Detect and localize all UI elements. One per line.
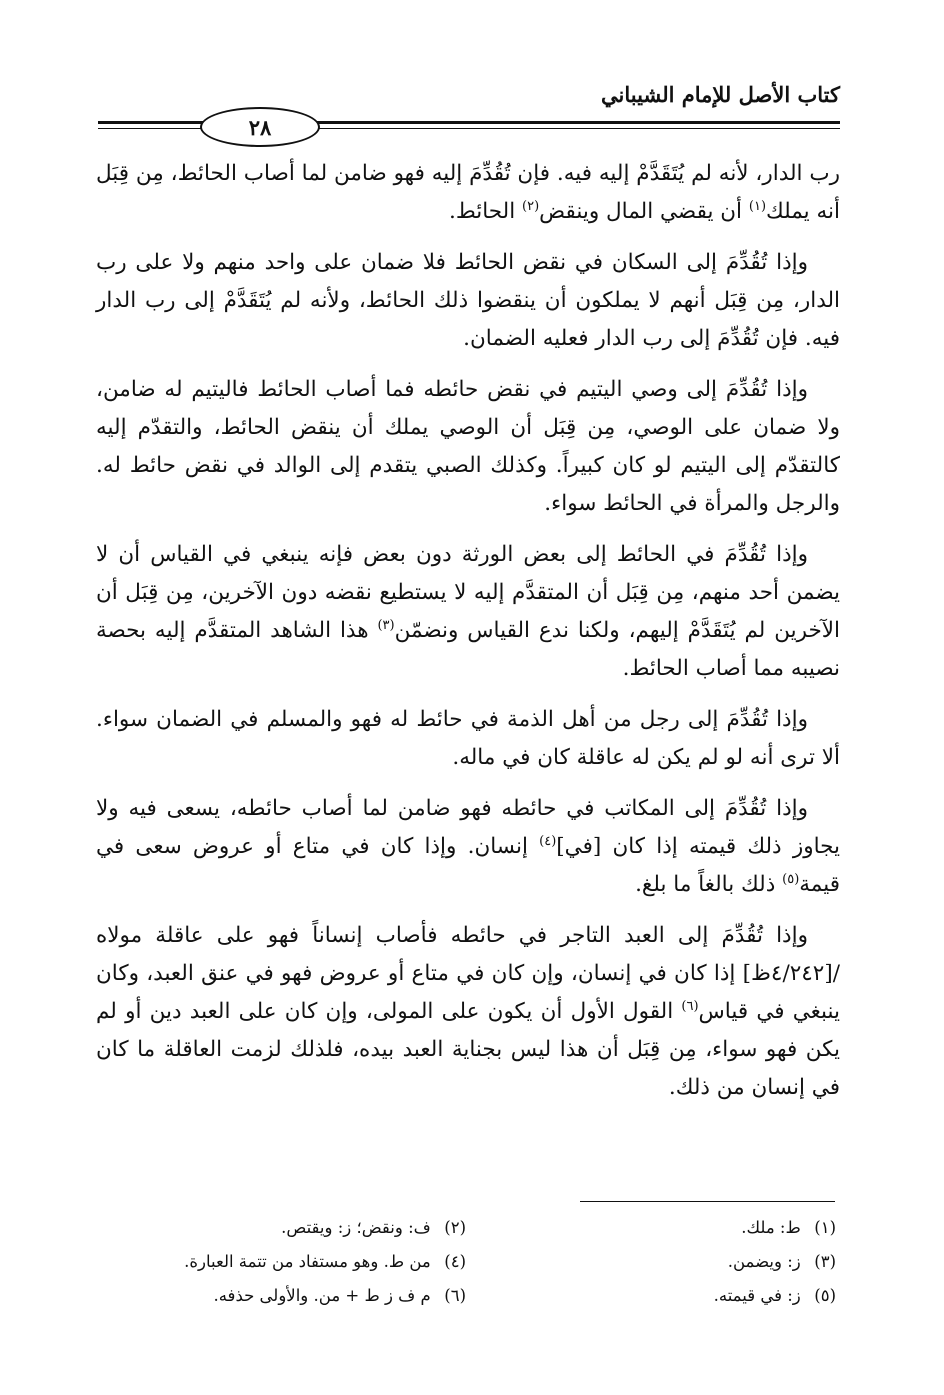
footnote-text: ط: ملك. — [741, 1218, 801, 1237]
paragraph-text: وإذا تُقُدِّمَ إلى وصي اليتيم في نقض حائطه فما أصاب الحائط فاليتيم له ضامن، ولا ضمان على الوصي، مِن قِبَل أن الوصي يملك أن ينقض الحائط، والتقدّم إليه كالتقدّم إلى اليتيم لو كان كبيراً. وكذلك الصبي يتقدم إلى الوالد في نقض حائط له. والرجل والمرأة في الحائط سواء. — [96, 377, 840, 516]
footnote-number: (٤) — [444, 1252, 466, 1271]
paragraph — [96, 790, 840, 904]
paragraph-text: الحائط. — [448, 199, 522, 224]
page-number: ٢٨ — [248, 114, 272, 140]
footnote-number: (٣) — [814, 1252, 836, 1271]
footnote-number: (٦) — [444, 1286, 466, 1305]
footnote — [96, 1214, 466, 1242]
footnote-ref: (٤) — [539, 833, 557, 849]
footnote-text: ز: ويضمن. — [727, 1252, 801, 1271]
footnote — [96, 1248, 466, 1276]
paragraph — [96, 371, 840, 523]
paragraph — [96, 701, 840, 777]
paragraph-text: إنسان. وإذا كان في متاع أو عروض سعى في قيمة — [96, 834, 840, 897]
paragraph-text: وإذا تُقُدِّمَ إلى السكان في نقض الحائط فلا ضمان على واحد منهم ولا على رب الدار، مِن قِبَل أنهم لا يملكون أن ينقضوا ذلك الحائط، ولأنه لم يُتَقَدَّمْ إلى رب الدار فيه. فإن تُقُدِّمَ إلى رب الدار فعليه الضمان. — [96, 250, 840, 351]
footnotes — [96, 1214, 836, 1310]
page-number-badge — [200, 107, 320, 147]
footnote-number: (٥) — [814, 1286, 836, 1305]
paragraph-text: وإذا تُقُدِّمَ في الحائط إلى بعض الورثة دون بعض فإنه ينبغي في القياس أن لا يضمن أحد منهم، مِن قِبَل أن المتقدَّم إليه لا يستطيع نقضه دون الآخرين، مِن قِبَل أن الآخرين لم يُتَقَدَّمْ إليهم، ولكنا ندع القياس ونضمّن — [96, 542, 840, 643]
footnote — [466, 1282, 836, 1310]
paragraph — [96, 917, 840, 1107]
main-text — [96, 155, 840, 1120]
paragraph — [96, 155, 840, 231]
footnote-ref: (٥) — [782, 871, 800, 887]
paragraph-text: وإذا تُقُدِّمَ إلى العبد التاجر في حائطه فأصاب إنساناً فهو على عاقلة مولاه /[٤/٢٤٢ظ] إذا كان في إنسان، وإن كان في متاع أو عروض فهو في عنق العبد، وكان ينبغي في قياس — [96, 923, 840, 1024]
footnote — [466, 1214, 836, 1242]
paragraph — [96, 536, 840, 688]
paragraph-text: ذلك بالغاً ما بلغ. — [635, 872, 783, 897]
footnote-ref: (١) — [748, 198, 767, 214]
book-title: كتاب الأصل للإمام الشيباني — [601, 82, 840, 107]
footnote-number: (٢) — [444, 1218, 466, 1237]
footnote-ref: (٢) — [522, 198, 540, 214]
paragraph-text: القول الأول أن يكون على المولى، وإن كان على العبد دين أو لم يكن فهو سواء، مِن قِبَل أن هذا ليس بجناية العبد بيده، فلذلك لزمت العاقلة ما كان في إنسان من ذلك. — [96, 999, 840, 1100]
paragraph-text: وإذا تُقُدِّمَ إلى المكاتب في حائطه فهو ضامن لما أصاب حائطه، يسعى فيه ولا يجاوز ذلك قيمته إذا كان [في] — [96, 796, 841, 859]
footnote-text: ف: ونقض؛ ز: ويقتص. — [281, 1218, 431, 1237]
paragraph-text: وإذا تُقُدِّمَ إلى رجل من أهل الذمة في حائط له فهو والمسلم في الضمان سواء. ألا ترى أنه لو لم يكن له عاقلة كان في ماله. — [96, 707, 840, 770]
page-header — [98, 62, 840, 152]
footnote-text: من ط. وهو مستفاد من تتمة العبارة. — [184, 1252, 431, 1271]
paragraph-text: أن يقضي المال وينقض — [539, 199, 749, 224]
footnote-number: (١) — [814, 1218, 836, 1237]
footnote — [96, 1282, 466, 1310]
paragraph-text: هذا الشاهد المتقدَّم إليه بحصة نصيبه مما أصاب الحائط. — [96, 618, 840, 681]
footnote-text: م ف ز ط + من. والأولى حذفه. — [213, 1286, 431, 1305]
footnote-ref: (٦) — [681, 998, 699, 1014]
footnote-separator — [580, 1201, 835, 1202]
paragraph-text: رب الدار، لأنه لم يُتَقَدَّمْ إليه فيه. فإن تُقُدِّمَ إليه فهو ضامن لما أصاب الحائط، مِن قِبَل أنه يملك — [96, 161, 840, 224]
footnote-ref: (٣) — [377, 617, 395, 633]
footnote — [466, 1248, 836, 1276]
paragraph — [96, 244, 840, 358]
footnote-text: ز: في قيمته. — [713, 1286, 801, 1305]
